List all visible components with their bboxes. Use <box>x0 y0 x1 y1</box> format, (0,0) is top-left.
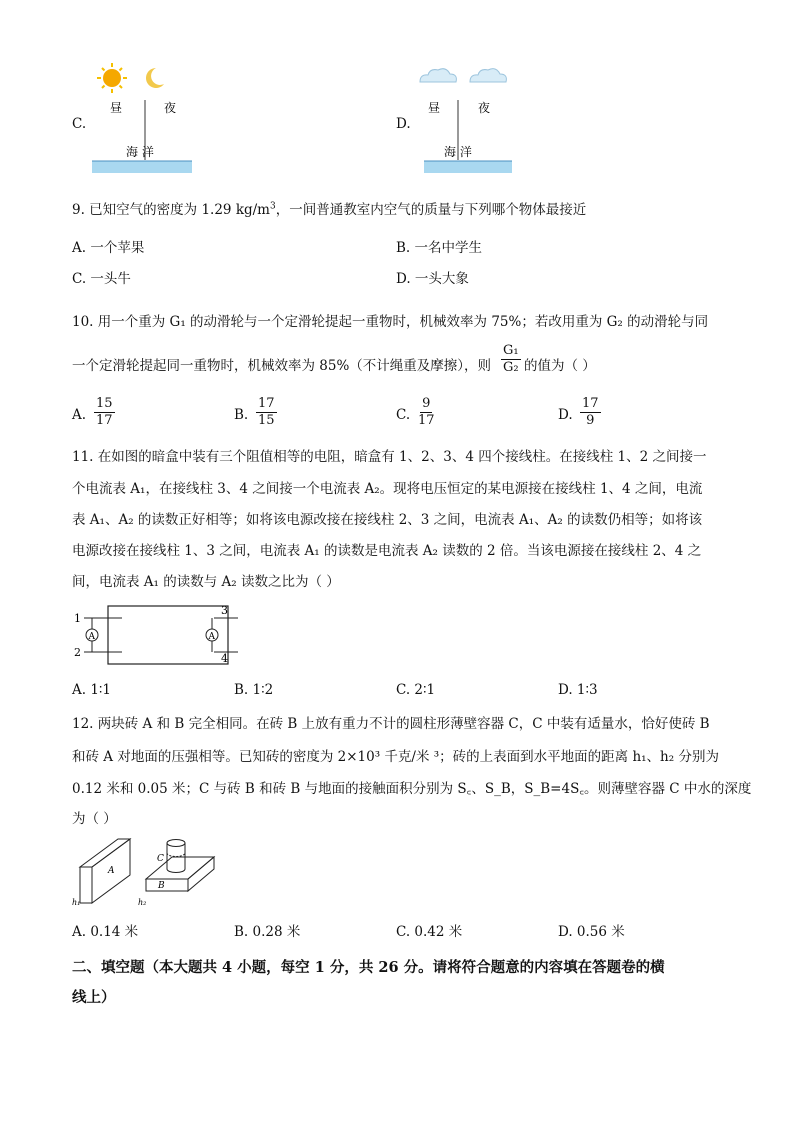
q10-line-1: 10. 用一个重为 G₁ 的动滑轮与一个定滑轮提起一重物时，机械效率为 75%；若改用重为 G₂ 的动滑轮与同 <box>72 314 709 330</box>
q9-stem-sup: 3 <box>269 201 276 212</box>
q10-option-b-num: 17 <box>258 396 275 411</box>
q10-option-a-den: 17 <box>96 413 113 428</box>
q10-ratio-num: G₁ <box>503 343 519 358</box>
q8-d-label-day: 昼 <box>428 101 441 115</box>
q10-option-a-num: 15 <box>96 396 113 411</box>
terminal-1: 1 <box>74 612 81 625</box>
brick-b-label: B <box>158 881 165 891</box>
q10-line-2-prefix: 一个定滑轮提起同一重物时，机械效率为 85%（不计绳重及摩擦），则 <box>72 358 492 374</box>
q8-option-d <box>396 60 526 180</box>
sun-icon <box>97 63 127 93</box>
q9-stem-prefix: 9. 已知空气的密度为 1.29 kg/m <box>72 202 270 218</box>
q8-d-label-night: 夜 <box>478 101 491 115</box>
q12-line-4: 为（ ） <box>72 811 117 827</box>
q12-line-1: 12. 两块砖 A 和 B 完全相同。在砖 B 上放有重力不计的圆柱形薄壁容器 C，C 中装有适量水，恰好使砖 B <box>72 716 710 732</box>
q8-option-c <box>72 60 192 180</box>
q9-option-b: B. 一名中学生 <box>396 240 483 256</box>
q10-ratio <box>501 343 521 376</box>
q11-option-a: A. 1∶1 <box>72 682 112 698</box>
q10-option-c-letter: C. <box>396 407 411 423</box>
q10-line-2 <box>72 354 491 374</box>
h2-label: h₂ <box>138 898 147 907</box>
q11-option-b: B. 1∶2 <box>234 682 274 698</box>
q11-option-c: C. 2∶1 <box>396 682 436 698</box>
q12-option-a: A. 0.14 米 <box>72 924 139 940</box>
q8-option-d-letter: D. <box>396 116 411 132</box>
q11-black-box-diagram <box>72 602 242 672</box>
cloud-icon <box>470 69 506 82</box>
q8-c-label-night: 夜 <box>164 101 177 115</box>
ammeter-a1-label: A <box>88 632 95 642</box>
q10-ratio-den: G₂ <box>503 360 519 375</box>
q10-line-2-suffix: 的值为（ ） <box>524 358 596 374</box>
q8-c-label-day: 昼 <box>110 101 123 115</box>
q12-option-c: C. 0.42 米 <box>396 924 463 940</box>
q11-line-2: 个电流表 A₁，在接线柱 3、4 之间接一个电流表 A₂。现将电压恒定的某电源接在接线柱 1、4 之间，电流 <box>72 481 703 497</box>
q9-option-d: D. 一头大象 <box>396 271 469 287</box>
h1-label: h₁ <box>72 898 81 907</box>
terminal-2: 2 <box>74 646 81 659</box>
q8-c-label-sea: 海 洋 <box>126 145 154 159</box>
q9-stem <box>72 198 586 218</box>
container-c-label: C <box>157 854 164 864</box>
q8-figure-c <box>90 60 200 180</box>
q12-line-3: 0.12 米和 0.05 米；C 与砖 B 和砖 B 与地面的接触面积分别为 S꜀、S_B，S_B=4S꜀。则薄壁容器 C 中水的深度 <box>72 781 752 797</box>
moon-icon <box>146 68 164 88</box>
q11-line-3: 表 A₁、A₂ 的读数正好相等；如将该电源改接在接线柱 2、3 之间，电流表 A₁、A₂ 的读数仍相等；如将该 <box>72 512 703 528</box>
q10-option-c <box>418 396 435 429</box>
q9-stem-suffix: ，一间普通教室内空气的质量与下列哪个物体最接近 <box>275 202 587 218</box>
q11-option-d: D. 1∶3 <box>558 682 598 698</box>
ammeter-a2-label: A <box>208 632 215 642</box>
q12-bricks-diagram <box>72 835 222 910</box>
q10-option-b-den: 15 <box>258 413 275 428</box>
q10-option-c-den: 17 <box>418 413 435 428</box>
q12-option-b: B. 0.28 米 <box>234 924 301 940</box>
q10-option-c-num: 9 <box>422 396 431 411</box>
q10-option-d-num: 17 <box>582 396 599 411</box>
q8-option-c-letter: C. <box>72 116 87 132</box>
q10-option-a <box>94 396 115 429</box>
q8-d-label-sea: 海 洋 <box>444 145 472 159</box>
q12-option-d: D. 0.56 米 <box>558 924 625 940</box>
q10-option-b <box>256 396 277 429</box>
terminal-3: 3 <box>221 604 228 617</box>
container-c <box>167 840 185 873</box>
q10-option-d-letter: D. <box>558 407 573 423</box>
q10-option-d-den: 9 <box>586 413 595 428</box>
cloud-icon <box>420 69 456 82</box>
q10-option-b-letter: B. <box>234 407 249 423</box>
q11-line-5: 间，电流表 A₁ 的读数与 A₂ 读数之比为（ ） <box>72 574 340 590</box>
section-2-heading-line-1: 二、填空题（本大题共 4 小题，每空 1 分，共 26 分。请将符合题意的内容填在答题卷的横 <box>72 959 665 976</box>
q9-option-a: A. 一个苹果 <box>72 240 145 256</box>
q11-line-4: 电源改接在接线柱 1、3 之间，电流表 A₁ 的读数是电流表 A₂ 读数的 2 倍。当该电源接在接线柱 2、4 之 <box>72 543 702 559</box>
q9-option-c: C. 一头牛 <box>72 271 131 287</box>
q10-option-d <box>580 396 601 429</box>
q8-figure-d <box>416 60 526 180</box>
brick-a <box>80 839 130 903</box>
section-2-heading-line-2: 线上） <box>72 989 116 1006</box>
q11-line-1: 11. 在如图的暗盒中装有三个阻值相等的电阻，暗盒有 1、2、3、4 四个接线柱。在接线柱 1、2 之间接一 <box>72 449 707 465</box>
q12-line-2: 和砖 A 对地面的压强相等。已知砖的密度为 2×10³ 千克/米 ³；砖的上表面到水平地面的距离 h₁、h₂ 分别为 <box>72 749 719 765</box>
brick-a-label: A <box>108 866 115 876</box>
terminal-4: 4 <box>221 652 228 665</box>
q10-option-a-letter: A. <box>72 407 87 423</box>
